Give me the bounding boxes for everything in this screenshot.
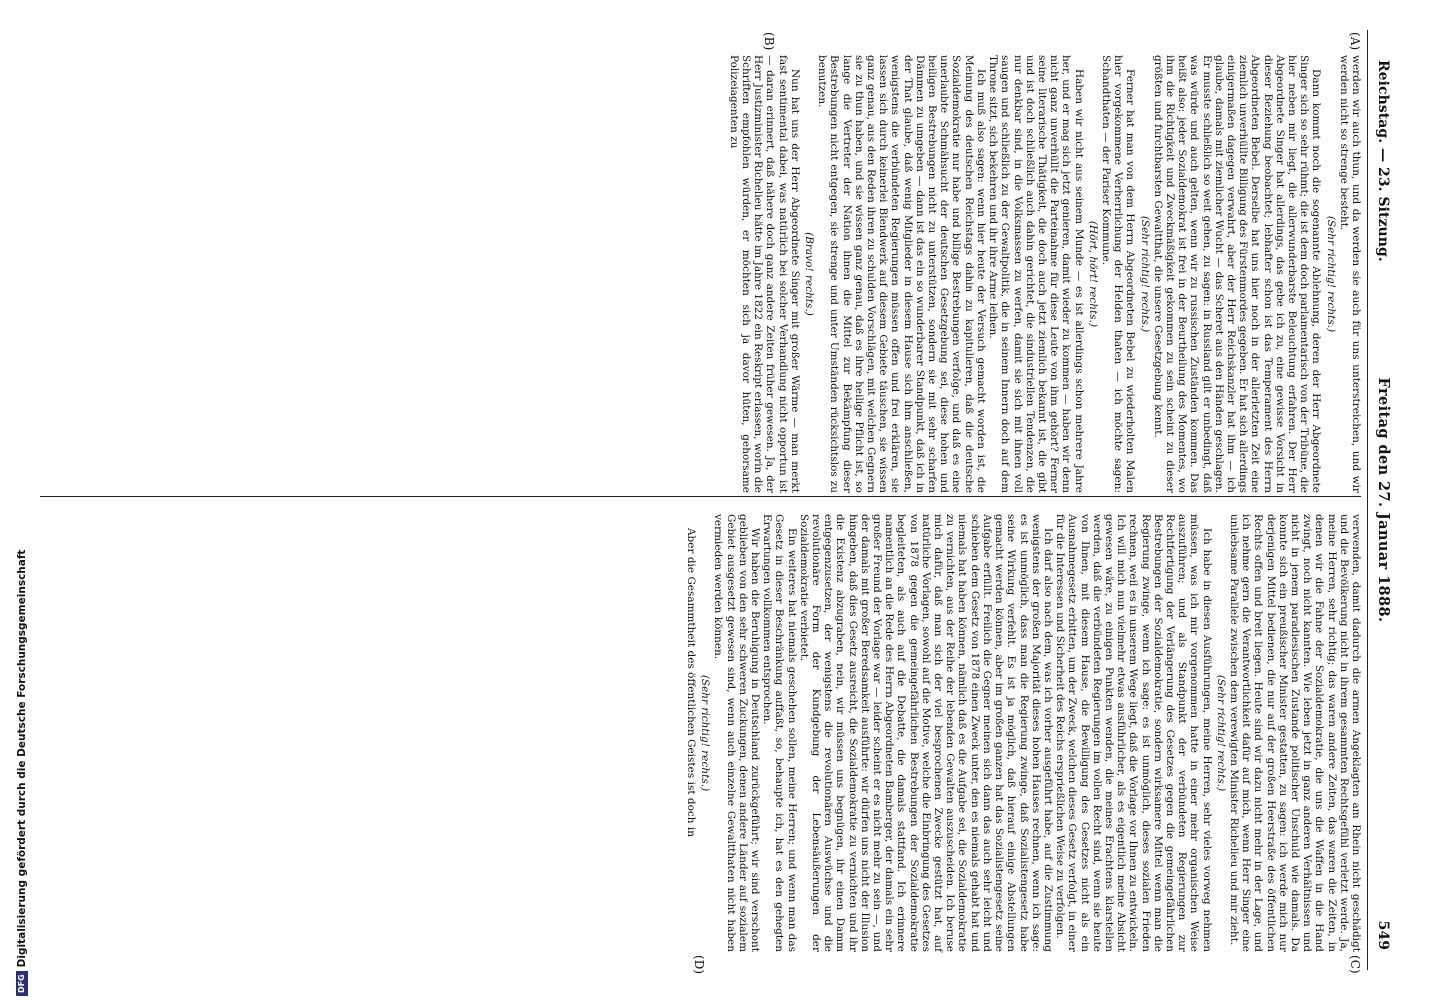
paragraph: Haben wir nicht aus seinem Munde — es ist allerdings schon mehrere Jahre her, und er mag sich jetzt genieren, damit wieder zu kommen — haben wir denn nicht ganz unverhüllt die Parteinahme für diese Leute von ihm gehört? Ferner seine literarische Thätigkeit, die doch auch jetzt ziemlich bekannt ist, die gibt und ist doch schließlich auch dahin gerichtet, die sindustriellen Tendenzen, die nur denkbar sind, in die Volksmassen zu werfen, damit sie sich mit ihnen voll saugen und schließlich zu der Gewaltpolitik, die in seinem Innern doch auf dem Throne sitzt, sich bekehren und ihr ihre Arme leihen. [987, 55, 1085, 493]
paragraph: verwenden, damit dadurch die armen Angeklagten am Rhein nicht geschädigt und die Bevölkerung nicht in ihrem gesammten Rechtsgefühl verletzt werde. Ja, meine Herren, sehr richtig; das waren andere Zeiten, das waren die Zeiten, in denen wir die Fahne der Sozialdemokratie, die uns die Waffen in die Hand zwingt, noch nicht kannten. Wie leben jetzt in ganz anderen Verhältnissen und nicht in jenem paradiesischen Zustande politischer Unschuld wie damals. Da konnte sich ein preußischer Minister gestatten, zu sagen: ich werde mich nur derjenigen Mittel bedienen, die nur auf der großen Heerstraße des öffentlichen Rechts offen und breit liegen. Heute sind wir dazu nicht mehr in der Lage, und ich nehme gern die Verantwortlichkeit dafür auf mich, wenn Herr Singer eine unliebsame Parallele zwischen dem verewigten Minister Richelieu und mir zieht. [1227, 514, 1362, 952]
page-number: 549 [1375, 920, 1391, 950]
right-column [685, 514, 1362, 952]
header-left: Reichstag. — 23. Sitzung. [1375, 60, 1391, 262]
paragraph: Ein weiteres hat niemals geschehen sollen, meine Herren; und wenn man das Gesetz in dieser Beschränkung auffaßt, so, behaupte ich, hat es den gehegten Erwartungen vollkommen entsprochen. [761, 514, 798, 952]
margin-mark-d: (D) [692, 955, 706, 975]
paragraph: Aber die Gesammtheit des öffentlichen Geistes ist doch in [685, 528, 698, 837]
credit-text: Digitalisierung gefördert durch die Deutsche Forschungsgemeinschaft [16, 549, 28, 968]
left-column [728, 55, 1362, 493]
paragraph: Ich muß also sagen: wenn hier heute der Versuch gemacht worden ist, die Meinung des deutschen Reichstags dahin zu kapitulieren, daß die deutsche Sozialdemokratie nur habe und billige Bestrebungen verfolge, und daß es eine unerlaubte Schmähsucht der deutschen Gesetzgebung sei, diese hohen und heiligen Bestrebungen nicht zu unterstützen, sondern sie mit sehr scharfen Dämmen zu umgeben — dann ist das ein so wunderbarer Standpunkt, daß ich in der That glaube, daß wenig Mitglieder in diesem Hause sich ihm anschließen, wenigstens die verbündeten Regierungen müssen offen und frei erklären, sie lassen sich durch keinerlei Blendwerk auf diesem Gebiete täuschen, sie wissen ganz genau, aus den Reden ihren zu schulden Vorschlägen, mit welchen Gegnern sie zu thun haben, und sie wissen ganz genau, daß es ihre heilige Pflicht ist, so lange die Vertreter der Nation ihnen die Mittel zur Bekämpfung dieser Bestrebungen nicht entgegen, sie strenge und unter Umständen rücksichtslos zu benutzen. [816, 55, 987, 493]
digitization-credit [14, 0, 30, 996]
paragraph: Ich habe in diesen Ausführungen, meine Herren, sehr vieles vorweg nehmen müssen, was ich mir vorgenommen hatte in einer mehr organischen Weise auszuführen; und als Standpunkt der verbündeten Regierungen zur Rechtfertigung der Verlängerung des Gesetzes gegen die gemeingefährlichen Bestrebungen der Sozialdemokratie, sondern wirksamere Mittel wenn man die Regierung zwinge, wenn ich sage: es ist unmöglich, dieses sozialen Frieden rechnen, weil es in unserem Wege liegt, daß die Vorlage vor Ihnen zu entwickeln. Ich will mich nun vielmehr etwas ausführlicher, als es eigentlich meine Absicht gewesen wäre, zu einigen Punkten wenden, die meines Erachtens klarstellen werden, daß die verbündeten Regierungen im vollen Recht sind, wenn sie heute von Ihnen, mit diesem Hause, die Bewilligung des Gesetzes nicht als ein Ausnahmegesetz erbitten, um der Zweck, welchen dieses Gesetz verfolgt, in einer für die Interessen und Sicherheit des Reichs ersprießlichen Weise zu verfolgen. [1054, 514, 1213, 952]
margin-mark-c: (C) [1348, 955, 1362, 974]
interjection: (Hört, hört! rechts.) [1086, 220, 1099, 328]
paragraph: Wir haben die Beruhigung in Deutschland zurückgeführt; wir sind verschont geblieben von den sehr schweren Zuckungen, denen andere Länder auf sozialem Gebiet ausgesetzt gewesen sind, wenn auch einzelne Gewaltthaten nicht haben vermieden werden können. [712, 514, 762, 952]
paragraph: Nun hat uns der Herr Abgeordnete Singer mit großer Wärme — man merkt fast sentimental dabei, was natürlich bei solcher Verhandlung nicht opportun ist — daran erinnert, daß nähere doch ganz andere Zeiten früher gewesen. Ja, der Herr Justizminister Richelieu hätte im Jahre 1822 ein Reskript erlassen, worin die Schriften empfohlen würden, er möchten sich ja davor hüten, gehorsame Polizeiagenten zu [727, 55, 801, 493]
interjection: (Sehr richtig! rechts.) [1138, 215, 1151, 333]
margin-mark-b: (B) [762, 32, 776, 51]
margin-mark-a: (A) [1348, 32, 1362, 51]
interjection: (Sehr richtig! rechts.) [1214, 674, 1227, 792]
paragraph: Dann kommt noch die sogenannte Ablehnung, deren der Herr Abgeordnete Singer sich so sehr rühmt; die ist dem doch parlamentarisch von der Tribüne, die hier neben mir liegt, die allerwunderbarste Beleuchtung erfahren. Der Herr Abgeordnete Singer hat allerdings, das gebe ich zu, eine gewisse Vorsicht in dieser Beziehung beobachtet; lebhafter schon ist das Temperament des Herrn Abgeordneten Bebel. Derselbe hat uns hier noch in der allerletzten Zeit eine ziemlich unverhüllte Billigung des Fürstenmordes gegeben. Er hat sich allerdings einigermaßen dagegen verwahrt, aber der Herr Reichskanzler hat ihm — ich glaube, damals mit ziemlicher Wucht — das Scheret aus den Händen geschlagen. Er musste schließlich so weit gehen, zu sagen: in Russland gilt er unbedingt, daß was würde und auch gelten, wenn wir zu russischen Zuständen kommen. Das heißt also: jeder Sozialdemokrat ist frei in der Beurtheilung des Momentes, wo ihm die Richtigkeit und Zweckmäßigkeit gekommen zu sein scheint zu dieser größten und furchtbarsten Gewaltthat, die unsere Gesetzgebung kennt. [1151, 55, 1323, 493]
interjection: (Sehr richtig! rechts.) [699, 674, 712, 792]
paragraph: Ferner hat man von dem Herrn Abgeordneten Bebel zu wiederholten Malen hier vorgekommene Verherrlichung der Helden thaten — ich möchte sagen: Schandthaten — der Pariser Kommune. [1099, 55, 1137, 493]
column-separator [40, 496, 1361, 497]
paragraph: werden wir auch thun, und da werden sie auch für uns unterstreichen, und wir werden nicht so strenge besteht. [1337, 55, 1362, 493]
paragraph: Ich darf also nach dem, was ich vorher ausgeführt habe, auf die Zustimmung wenigstens der großen Majorität dieses hohen Hauses rechnen, wenn ich sage: es ist unmöglich, dass man die Regierung zwinge, daß Sozialistengesetz habe seine Wirkung verfehlt. Es ist ja möglich, daß hierauf einige Abstellungen gemacht werden können, aber im großen ganzen hat das Sozialistengesetz seine Aufgabe erfüllt. Freilich die Gegner meinen sich dann das auch sehr leicht und schieben dem Gesetz von 1878 einen Zweck unter, den es niemals gehabt hat und niemals hat haben können, nämlich daß es die Aufgabe sei, die Sozialdemokratie zu vernichten, aus der Reihe der lebenden Gewalten auszuscheiden. Ich beruse mich dafür, daß man sich der viel besprochenen Zwecke gestützt hat, auf natürliche Vorlagen, sowohl auf die Motive, welche die Einbringung des Gesetzes von 1878 gegen die gemeingefährlichen Bestrebungen der Sozialdemokratie begleiteten, als auch auf die Debatte, die damals stattfand. Ich erinnere namentlich an die Rede des Herrn Abgeordneten Bamberger, der damals ein sehr großer Freund der Vorlage war — leider scheint er es nicht mehr zu sein —, und der damals mit großer Beredsamkeit ausführte: wir dürfen uns nicht der Illusion hingeben, daß dies Gesetz ausreicht, die Sozialdemokratie zu vernichten und ihr die Existenz abzugraben, nein, wir müssen uns begnügen, ihr einen Damm entgegenzusetzen, der wenigstens die revolutionären Auswüchse und die revolutionäre Form der Kundgebung der Lebensäußerungen der Sozialdemokratie verbietet. [797, 514, 1054, 952]
interjection: (Sehr richtig! rechts.) [1324, 215, 1337, 333]
header-rule [1367, 30, 1368, 970]
interjection: (Bravo! rechts.) [803, 232, 816, 316]
dfg-logo: DFG [16, 971, 28, 996]
header-center: Freitag den 27. Januar 1888. [1375, 377, 1392, 623]
